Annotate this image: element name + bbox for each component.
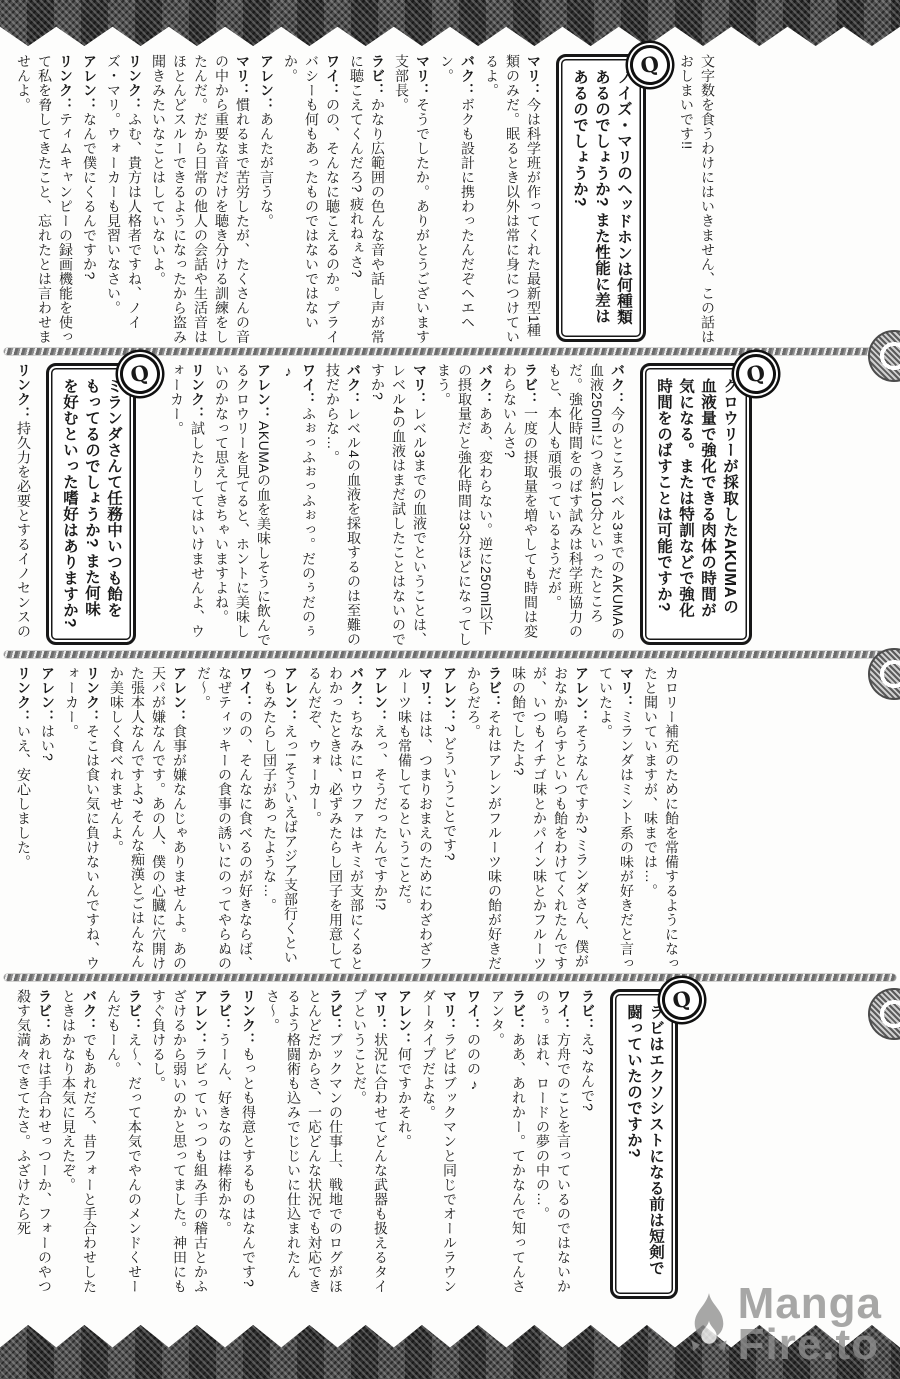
dialog-line xyxy=(418,989,460,1303)
dialog-line xyxy=(103,54,145,346)
speaker-name: マリ： xyxy=(235,54,251,98)
speech-text: えっ、そうだったんですか!? xyxy=(373,724,389,911)
speech-text: ふむ、貴方は人格者ですね、ノイズ・マリ。ウォーカーも見習いなさい。 xyxy=(106,54,143,330)
dialog-line xyxy=(499,363,541,649)
dialog-line xyxy=(487,989,529,1303)
dialog-line xyxy=(463,989,484,1303)
speaker-name: リンク： xyxy=(16,666,32,724)
dialog-line xyxy=(103,989,145,1303)
dialog-line xyxy=(439,666,460,972)
speech-text: でもあれだろ、昔フォーと手合わせしたときはかなり本気に見えたぞ。 xyxy=(61,989,98,1294)
watermark-line2: Fire.to xyxy=(737,1319,880,1369)
dialog-line xyxy=(256,54,277,346)
speaker-name: バク： xyxy=(346,363,362,407)
speaker-name: バク： xyxy=(460,54,476,98)
speaker-name: アレン： xyxy=(283,666,299,724)
speech-text: 今は科学班が作ってくれた最新型1種類のみだ。眠るとき以外は常に身につけているよ。 xyxy=(484,54,542,344)
top-hatched-banner xyxy=(0,0,900,46)
speaker-name: マリ： xyxy=(373,989,389,1033)
speaker-name: バク： xyxy=(349,666,365,710)
speaker-name: ワイ： xyxy=(238,666,254,710)
dialog-line xyxy=(166,363,208,649)
narration-text: カロリー補充のために飴を常備するようになったと聞いていますが、味までは…。 xyxy=(643,666,680,971)
dialog-line xyxy=(280,54,343,346)
speech-text: 慣れるまで苦労したが、たくさんの音の中から重要な音だけを聴き分ける訓練をしたんだ。だから日常の他人の会話や生活音はほとんどスルーできるようになったから盗み聞きみたいなことはしていないよ。 xyxy=(151,54,251,344)
dialog-line xyxy=(277,363,319,649)
speech-text: あれは手合わせっつーか、フォーのやつ殺す気満々できてたさ。ふざけたら死 xyxy=(16,989,53,1294)
speech-text: ティムキャンピーの録画機能を使って私を脅してきたこと、忘れたとは言わせませんよ。 xyxy=(16,54,74,344)
watermark-logo xyxy=(682,1279,882,1369)
speaker-name: アレン： xyxy=(40,666,56,724)
speaker-name: ワイ： xyxy=(556,989,572,1033)
qa-section-3 xyxy=(0,658,698,974)
speech-text: え〜、だって本気でやんのメンドくせーんだもーん。 xyxy=(106,989,143,1294)
dialog-line xyxy=(481,54,544,346)
speaker-name: ラビ： xyxy=(127,989,143,1033)
speech-text: うーん、好きなのは棒術かな。 xyxy=(217,1032,233,1236)
speech-text: レベル3までの血液でということは、レベル4の血液はまだ試したことはないのですか? xyxy=(370,363,428,647)
dialog-line xyxy=(148,989,211,1303)
speech-text: そうなんですか? ミランダさん、僕がおなか鳴らすといつも飴をわけてくれたんですが、いつもイチゴ味とかパイン味とかフルーツ味の飴でしたよ? xyxy=(511,666,590,971)
speech-text: そこは食い気に負けないんですね、ウォーカー。 xyxy=(64,666,101,971)
q-badge-icon: Q xyxy=(733,351,779,397)
speaker-name: ラビ： xyxy=(370,54,386,98)
speaker-name: アレン： xyxy=(172,666,188,724)
dialog-line xyxy=(304,666,367,972)
speech-text: 何ですかそれ。 xyxy=(397,1047,413,1149)
dialog-line xyxy=(238,989,259,1303)
speech-text: のの、そんなに食べるのが好きならば、なぜティッキーの食事の誘いにのってやらぬのだ〜。 xyxy=(196,666,254,971)
speaker-name: リンク： xyxy=(58,54,74,112)
dialog-line xyxy=(394,666,436,972)
speaker-name: ラビ： xyxy=(328,989,344,1033)
speech-text: ブックマンの仕事上、戦地でのログがほとんどだからさ、一応どんな状況でも対応できるよう格闘術も込みでじじいに仕込まれたんさ〜。 xyxy=(265,989,344,1294)
speaker-name: アレン： xyxy=(574,666,590,724)
dialog-line xyxy=(214,989,235,1303)
speech-text: 食事が嫌なんじゃありませんよ。あの天パが嫌なんです。あの人、僕の心臓に穴開けた張本人なんですよ? そんな痴漢とごはんなんか美味しく食べれませんよ。 xyxy=(109,666,188,971)
speech-text: レベル4の血液を採取するのは至難の技だからな…。 xyxy=(325,363,362,647)
speech-text: AKUMAの血を美味しそうに飲んでるクロウリーを見てると、ホントに美味しいのかなって思えてきちゃいますよね。 xyxy=(214,363,272,648)
speaker-name: リンク： xyxy=(16,363,32,421)
qa-section-4 xyxy=(0,981,724,1305)
speech-text: ラビはブックマンと同じでオールラウンダータイプだよな。 xyxy=(421,989,458,1294)
speech-text: 持久力を必要とするイノセンスの xyxy=(16,421,32,639)
question-text: ラビはエクソシストになる前は短剣で闘っていたのですか? xyxy=(610,989,678,1299)
question-text: クロウリーが採取したAKUMAの血液量で強化できる肉体の時間が気になる。または特訓などで強化時間をのばすことは可能ですか? xyxy=(640,363,752,645)
dialog-line xyxy=(148,54,253,346)
speaker-name: バク： xyxy=(82,989,98,1033)
chain-divider xyxy=(4,974,896,981)
dialog-line xyxy=(508,666,592,972)
dialog-line xyxy=(37,666,58,972)
speaker-name: アレン： xyxy=(256,363,272,421)
speaker-name: マリ： xyxy=(412,363,428,407)
speech-text: 状況に合わせてどんな武器も扱えるタイプということだ。 xyxy=(352,989,389,1294)
speech-text: そうでしたか。ありがとうございます支部長。 xyxy=(394,54,431,344)
q-badge-icon: Q xyxy=(627,42,673,88)
dialog-line xyxy=(13,989,55,1303)
speaker-name: ラビ： xyxy=(580,989,596,1033)
dialog-line xyxy=(433,363,496,649)
flame-icon xyxy=(682,1292,736,1358)
q-badge-icon: Q xyxy=(659,977,705,1023)
speaker-name: ラビ： xyxy=(511,989,527,1033)
speech-text: えっ! そういえばアジア支部行くといつもみたらし団子があったような…。 xyxy=(262,666,299,965)
speaker-name: アレン： xyxy=(193,989,209,1047)
speaker-name: バク： xyxy=(478,363,494,407)
speaker-name: アレン： xyxy=(82,54,98,112)
speaker-name: ワイ： xyxy=(301,363,317,407)
speech-text: それはアレンがフルーツ味の飴が好きだからだろ。 xyxy=(466,666,503,971)
speaker-name: リンク： xyxy=(85,666,101,724)
dialog-line xyxy=(544,363,628,649)
speaker-name: アレン： xyxy=(373,666,389,724)
question-text: ノイズ・マリのヘッドホンは何種類あるのでしょうか? また性能に差はあるのでしょうか? xyxy=(556,54,646,342)
question-text: ミランダさんて任務中いつも飴をもってるのでしょうか? また何味を好むといった嗜好はありますか? xyxy=(46,363,136,645)
speech-text: 一度の摂取量を増やしても時間は変わらないんさ? xyxy=(502,363,539,639)
speaker-name: マリ： xyxy=(442,989,458,1033)
speech-text: ふぉっふぉっふぉっ。だのぅだのぅ♪ xyxy=(280,363,317,639)
dialog-line xyxy=(106,666,190,972)
speech-text: あんたが言うな。 xyxy=(259,112,275,228)
question-box xyxy=(610,985,694,1299)
page-edge-ornament xyxy=(868,330,900,382)
speech-text: かなり広範囲の色んな音や話し声が常に聴こえてくんだろ? 疲れねぇさ? xyxy=(349,54,386,344)
speech-text: もっとも得意とするものはなんです? xyxy=(241,1047,257,1288)
speaker-name: ラビ： xyxy=(523,363,539,407)
dialog-line xyxy=(322,363,364,649)
speech-text: ミランダはミント系の味が好きだと言っていたよ。 xyxy=(598,666,635,971)
speech-text: 試したりしてはいけませんよ、ウォーカー。 xyxy=(169,363,206,639)
question-box xyxy=(556,50,662,342)
qa-section-2 xyxy=(0,355,798,651)
speaker-name: マリ： xyxy=(619,666,635,710)
question-box xyxy=(640,359,768,645)
speaker-name: アレン： xyxy=(442,666,458,724)
speaker-name: ワイ： xyxy=(325,54,341,98)
chain-divider xyxy=(4,651,896,658)
speaker-name: ラビ： xyxy=(37,989,53,1033)
speech-text: なんで僕にくるんですか? xyxy=(82,112,98,280)
dialog-line xyxy=(577,989,598,1303)
dialog-line xyxy=(436,54,478,346)
dialog-line xyxy=(463,666,505,972)
speaker-name: アレン： xyxy=(397,989,413,1047)
dialog-line xyxy=(391,54,433,346)
question-box xyxy=(46,359,152,645)
speech-text: 方舟でのことを言っているのではないかのぅ。ほれ、ロードの夢の中の…。 xyxy=(535,989,572,1294)
speaker-name: ワイ： xyxy=(466,989,482,1033)
speaker-name: リンク： xyxy=(190,363,206,421)
speech-text: いえ、安心しました。 xyxy=(16,724,32,869)
speech-text: はい? xyxy=(40,724,56,762)
speech-text: のの、そんなに聴こえるのか。プライバシーも何もあったものではないではないか。 xyxy=(283,54,341,344)
dialog-line xyxy=(346,54,388,346)
dialog-line xyxy=(58,989,100,1303)
speech-text: 今のところレベル3までのAKUMAの血液250mlにつき約10分といったところだ。強化時間をのばす試みは科学班協力のもと、本人も頑張っているようだが。 xyxy=(547,363,626,642)
speaker-name: マリ： xyxy=(418,666,434,710)
qa-section-1 xyxy=(0,46,734,348)
page-edge-ornament xyxy=(868,988,900,1040)
dialog-line xyxy=(367,363,430,649)
dialog-line xyxy=(349,989,391,1303)
speaker-name: バク： xyxy=(610,363,626,407)
speaker-name: ラビ： xyxy=(487,666,503,710)
dialog-line xyxy=(13,666,34,972)
dialog-line xyxy=(79,54,100,346)
speech-text: ラビっていっつも組み手の稽古とかふざけるから弱いのかと思ってました。神田にもすぐ負けるし。 xyxy=(151,989,209,1294)
speaker-name: マリ： xyxy=(526,54,542,98)
speaker-name: リンク： xyxy=(127,54,143,112)
dialog-line xyxy=(370,666,391,972)
dialog-line xyxy=(211,363,274,649)
speaker-name: ラビ： xyxy=(217,989,233,1033)
speech-text: ちなみにロウファはキミが支部にくるとわかったときは、必ずみたらし団子を用意してるんだぞ、ウォーカー。 xyxy=(307,666,365,971)
dialog-line xyxy=(262,989,346,1303)
speech-text: ? どういうことです? xyxy=(442,724,458,861)
q-badge-icon: Q xyxy=(117,351,163,397)
dialog-line xyxy=(595,666,637,972)
dialog-line xyxy=(532,989,574,1303)
dialog-line xyxy=(61,666,103,972)
speaker-name: アレン： xyxy=(259,54,275,112)
speech-text: ああ、あれかー。てかなんで知ってんさアンタ。 xyxy=(490,989,527,1294)
speech-text: はは、つまりおまえのためにわざわざフルーツ味も常備してるということだ。 xyxy=(397,666,434,971)
dialog-line xyxy=(394,989,415,1303)
dialog-line xyxy=(193,666,256,972)
speaker-name: マリ： xyxy=(415,54,431,98)
dialog-line xyxy=(13,54,76,346)
narration-text: 文字数を食うわけにはいきません、この話はおしまいです!! xyxy=(679,54,716,344)
speech-text: え? なんで? xyxy=(580,1032,596,1112)
watermark-line1: Manga xyxy=(737,1279,882,1329)
dialog-line xyxy=(13,363,34,649)
speaker-name: リンク： xyxy=(241,989,257,1047)
speech-text: ああ、変わらない。逆に250ml以下の摂取量だと強化時間は3分ほどになってしまう。 xyxy=(436,363,494,647)
speech-text: ののの♪ xyxy=(466,1032,482,1093)
speech-text: ボクも設計に携わったんだぞヘエヘン。 xyxy=(439,54,476,330)
dialog-line xyxy=(259,666,301,972)
